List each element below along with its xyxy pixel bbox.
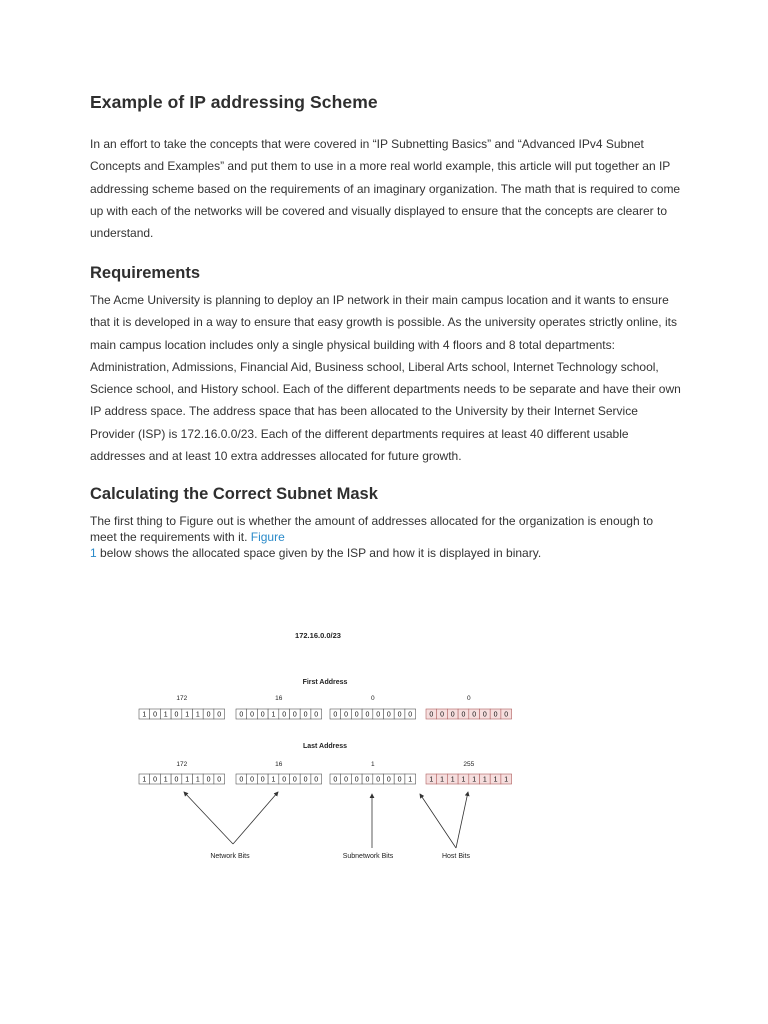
first-address-octet-value: 172 — [176, 695, 188, 702]
first-address-bit-value: 1 — [142, 711, 147, 719]
first-address-bit-value: 0 — [376, 711, 381, 719]
host-bits-label: Host Bits — [441, 853, 471, 860]
last-address-bit-value: 0 — [376, 776, 381, 784]
first-address-bit-value: 0 — [408, 711, 413, 719]
page-title: Example of IP addressing Scheme — [90, 92, 378, 112]
first-address-bit-value: 0 — [482, 711, 487, 719]
last-address-bit-value: 1 — [195, 776, 200, 784]
first-address-bit-value: 0 — [472, 711, 477, 719]
last-address-bit-value: 1 — [429, 776, 434, 784]
last-address-bit-value: 1 — [482, 776, 487, 784]
first-address-bit-value: 0 — [354, 711, 359, 719]
last-address-bit-value: 0 — [365, 776, 370, 784]
figure-number-link[interactable]: 1 — [90, 546, 97, 560]
last-address-bit-value: 1 — [440, 776, 445, 784]
last-address-bit-value: 0 — [250, 776, 255, 784]
last-address-bit-value: 1 — [163, 776, 168, 784]
first-address-bit-value: 0 — [174, 711, 179, 719]
first-address-bit-value: 0 — [450, 711, 455, 719]
last-address-bit-value: 1 — [185, 776, 190, 784]
first-address-bit-value: 0 — [206, 711, 211, 719]
last-address-bit-value: 0 — [174, 776, 179, 784]
last-address-bit-value: 1 — [461, 776, 466, 784]
last-address-bit-value: 0 — [153, 776, 158, 784]
last-address-bit-value: 0 — [344, 776, 349, 784]
first-address-bit-value: 0 — [292, 711, 297, 719]
last-address-bit-value: 1 — [142, 776, 147, 784]
last-address-octet-value: 1 — [370, 761, 375, 768]
last-address-bit-value: 1 — [271, 776, 276, 784]
subnet-mask-text-1: The first thing to Figure out is whether the amount of addresses allocated for the organization is enough to meet the requirements with it. — [90, 514, 653, 544]
first-address-bit-value: 0 — [344, 711, 349, 719]
last-address-bit-value: 0 — [314, 776, 319, 784]
requirements-paragraph: The Acme University is planning to deploy an IP network in their main campus location and it wants to ensure that it is developed in a way to ensure that easy growth is possible. As the university operates strictly online, its main campus location includes only a single physical building with 4 floors and 8 total departments: Administration, Admissions, Financial Aid, Business school, Liberal Arts school, Internet Technology school, Science school, and History school. Each of the different departments needs to be separate and have their own IP address space. The address space that has been allocated to the University by their Internet Service Provider (ISP) is 172.16.0.0/23. Each of the different departments requires at least 40 different usable addresses and at least 10 extra addresses allocated for future growth. — [90, 293, 681, 464]
first-address-bit-value: 0 — [333, 711, 338, 719]
subnet-mask-heading: Calculating the Correct Subnet Mask — [90, 485, 378, 503]
last-address-bit-value: 0 — [260, 776, 265, 784]
last-address-bit-value: 1 — [493, 776, 498, 784]
last-address-octet-value: 16 — [275, 761, 283, 768]
first-address-bit-value: 0 — [504, 711, 509, 719]
first-address-bit-value: 0 — [260, 711, 265, 719]
last-address-bit-value: 1 — [504, 776, 509, 784]
first-address-row — [139, 695, 512, 719]
last-address-bit-value: 0 — [354, 776, 359, 784]
binary-figure — [0, 620, 768, 920]
last-address-row — [139, 761, 512, 784]
first-address-bit-value: 0 — [461, 711, 466, 719]
first-address-octet-value: 16 — [275, 695, 283, 702]
last-address-bit-value: 1 — [408, 776, 413, 784]
last-address-bit-value: 0 — [333, 776, 338, 784]
first-address-bit-value: 1 — [271, 711, 276, 719]
last-address-bit-value: 0 — [239, 776, 244, 784]
last-address-octet-value: 255 — [463, 761, 475, 768]
first-address-bit-value: 0 — [365, 711, 370, 719]
first-address-bit-value: 1 — [163, 711, 168, 719]
subnet-mask-paragraph — [90, 513, 660, 561]
first-address-bit-value: 0 — [282, 711, 287, 719]
first-address-bit-value: 0 — [397, 711, 402, 719]
first-address-octet-value: 0 — [370, 695, 375, 702]
requirements-heading: Requirements — [90, 264, 201, 282]
first-address-bit-value: 0 — [217, 711, 222, 719]
subnet-mask-text-2: below shows the allocated space given by the ISP and how it is displayed in binary. — [96, 546, 542, 560]
last-address-bit-value: 0 — [292, 776, 297, 784]
first-address-bit-value: 0 — [440, 711, 445, 719]
last-address-bit-value: 0 — [386, 776, 391, 784]
first-address-bit-value: 0 — [314, 711, 319, 719]
first-address-bit-value: 0 — [153, 711, 158, 719]
last-address-label: Last Address — [302, 743, 348, 750]
last-address-bit-value: 0 — [397, 776, 402, 784]
last-address-bit-value: 1 — [450, 776, 455, 784]
figure-title: 172.16.0.0/23 — [295, 631, 341, 640]
last-address-bit-value: 0 — [303, 776, 308, 784]
first-address-bit-value: 1 — [195, 711, 200, 719]
last-address-bit-value: 0 — [217, 776, 222, 784]
first-address-bit-value: 0 — [303, 711, 308, 719]
first-address-bit-value: 0 — [250, 711, 255, 719]
subnetwork-bits-label: Subnetwork Bits — [342, 853, 394, 860]
network-bits-label: Network Bits — [210, 853, 250, 860]
intro-paragraph: In an effort to take the concepts that were covered in “IP Subnetting Basics” and “Advanced IPv4 Subnet Concepts and Examples” and put them to use in a more real world example, this article will put together an IP addressing scheme based on the requirements of an imaginary organization. The math that is required to come up with each of the networks will be covered and visually displayed to ensure that the concepts are clearer to understand. — [90, 137, 681, 241]
network-bits-arrows — [184, 792, 278, 844]
first-address-bit-value: 0 — [429, 711, 434, 719]
last-address-bit-value: 0 — [206, 776, 211, 784]
first-address-bit-value: 0 — [239, 711, 244, 719]
first-address-label: First Address — [302, 679, 348, 686]
last-address-bit-value: 1 — [472, 776, 477, 784]
figure-link[interactable]: Figure — [250, 530, 285, 544]
first-address-bit-value: 1 — [185, 711, 190, 719]
first-address-bit-value: 0 — [493, 711, 498, 719]
host-bits-arrows — [420, 792, 468, 848]
last-address-octet-value: 172 — [176, 761, 188, 768]
first-address-octet-value: 0 — [466, 695, 471, 702]
last-address-bit-value: 0 — [282, 776, 287, 784]
first-address-bit-value: 0 — [386, 711, 391, 719]
